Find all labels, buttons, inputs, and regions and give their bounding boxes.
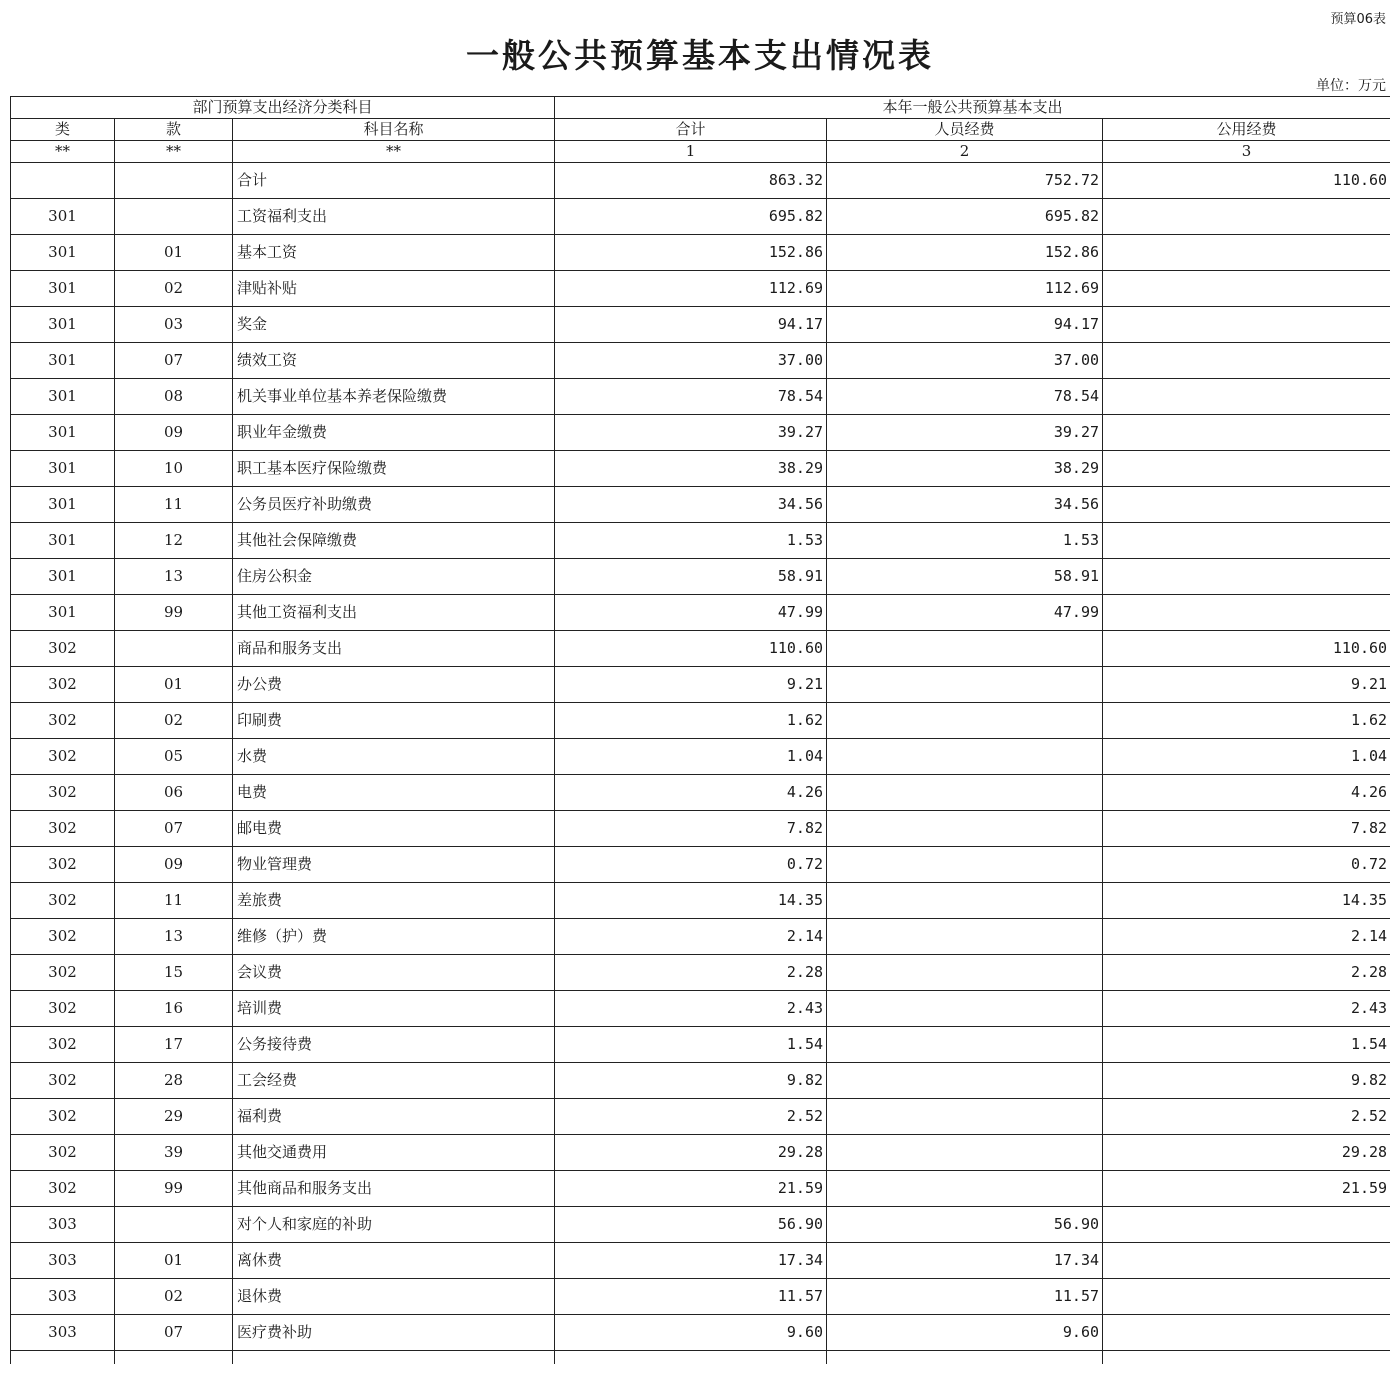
- table-row: [11, 847, 1391, 883]
- cell-subject-name: 机关事业单位基本养老保险缴费: [233, 379, 555, 415]
- cell-kuan: 07: [115, 1315, 233, 1351]
- cell-kuan: 01: [115, 1243, 233, 1279]
- cell-personnel: [827, 631, 1103, 667]
- cell-total: 1.54: [555, 1027, 827, 1063]
- cell-total: 110.60: [555, 631, 827, 667]
- cell-subject-name: 印刷费: [233, 703, 555, 739]
- header-lei: 类: [11, 119, 115, 141]
- cell-public: [1103, 271, 1390, 307]
- cell-subject-name: 工资福利支出: [233, 199, 555, 235]
- cell-total: 38.29: [555, 451, 827, 487]
- cell-kuan: 09: [115, 847, 233, 883]
- cell-public: 29.28: [1103, 1135, 1390, 1171]
- cell-public: 2.14: [1103, 919, 1390, 955]
- cell-kuan: [115, 199, 233, 235]
- cell-public: 7.82: [1103, 811, 1390, 847]
- cell-lei: 303: [11, 1279, 115, 1315]
- cell-empty: [827, 1351, 1103, 1365]
- cell-kuan: 39: [115, 1135, 233, 1171]
- cell-subject-name: 退休费: [233, 1279, 555, 1315]
- header-group-economic-class: 部门预算支出经济分类科目: [11, 97, 555, 119]
- header-kuan: 款: [115, 119, 233, 141]
- cell-public: 1.62: [1103, 703, 1390, 739]
- table-row: [11, 631, 1391, 667]
- table-row: [11, 163, 1391, 199]
- unit-label: 单位：万元: [1316, 78, 1386, 94]
- cell-public: 110.60: [1103, 163, 1390, 199]
- form-code: 预算06表: [1330, 12, 1386, 27]
- cell-kuan: 28: [115, 1063, 233, 1099]
- cell-kuan: 13: [115, 559, 233, 595]
- cell-personnel: 47.99: [827, 595, 1103, 631]
- cell-total: 58.91: [555, 559, 827, 595]
- cell-subject-name: 其他工资福利支出: [233, 595, 555, 631]
- table-row: [11, 1243, 1391, 1279]
- cell-lei: 301: [11, 415, 115, 451]
- cell-kuan: 15: [115, 955, 233, 991]
- cell-kuan: [115, 163, 233, 199]
- cell-lei: 303: [11, 1243, 115, 1279]
- table-row: [11, 1135, 1391, 1171]
- cell-total: 11.57: [555, 1279, 827, 1315]
- cell-kuan: 01: [115, 235, 233, 271]
- cell-lei: 301: [11, 451, 115, 487]
- cell-total: 9.60: [555, 1315, 827, 1351]
- cell-public: [1103, 235, 1390, 271]
- table-row: [11, 379, 1391, 415]
- cell-kuan: 02: [115, 271, 233, 307]
- cell-total: 0.72: [555, 847, 827, 883]
- cell-subject-name: 对个人和家庭的补助: [233, 1207, 555, 1243]
- cell-kuan: 16: [115, 991, 233, 1027]
- cell-personnel: 11.57: [827, 1279, 1103, 1315]
- cell-lei: 302: [11, 703, 115, 739]
- table-body: [11, 163, 1391, 1365]
- cell-lei: 301: [11, 523, 115, 559]
- cell-subject-name: 培训费: [233, 991, 555, 1027]
- cell-kuan: 29: [115, 1099, 233, 1135]
- cell-public: [1103, 1243, 1390, 1279]
- cell-public: 4.26: [1103, 775, 1390, 811]
- cell-total: 152.86: [555, 235, 827, 271]
- cell-lei: 301: [11, 199, 115, 235]
- cell-total: 34.56: [555, 487, 827, 523]
- cell-subject-name: 住房公积金: [233, 559, 555, 595]
- code-total: 1: [555, 141, 827, 163]
- cell-subject-name: 其他交通费用: [233, 1135, 555, 1171]
- cell-kuan: 11: [115, 487, 233, 523]
- cell-personnel: 752.72: [827, 163, 1103, 199]
- cell-lei: 302: [11, 1171, 115, 1207]
- cell-personnel: 34.56: [827, 487, 1103, 523]
- cell-subject-name: 维修（护）费: [233, 919, 555, 955]
- cell-total: 39.27: [555, 415, 827, 451]
- code-subject-name: **: [233, 141, 555, 163]
- cell-kuan: 99: [115, 1171, 233, 1207]
- cell-subject-name: 公务员医疗补助缴费: [233, 487, 555, 523]
- cell-empty: [1103, 1351, 1390, 1365]
- cell-lei: 302: [11, 991, 115, 1027]
- cell-personnel: 17.34: [827, 1243, 1103, 1279]
- cell-subject-name: 工会经费: [233, 1063, 555, 1099]
- cell-lei: 302: [11, 1027, 115, 1063]
- code-public: 3: [1103, 141, 1390, 163]
- cell-kuan: 01: [115, 667, 233, 703]
- code-personnel: 2: [827, 141, 1103, 163]
- cell-kuan: [115, 1207, 233, 1243]
- cell-personnel: [827, 775, 1103, 811]
- cell-empty: [233, 1351, 555, 1365]
- cell-public: 1.54: [1103, 1027, 1390, 1063]
- cell-subject-name: 奖金: [233, 307, 555, 343]
- table-row: [11, 595, 1391, 631]
- cell-lei: 302: [11, 955, 115, 991]
- cell-total: 2.43: [555, 991, 827, 1027]
- cell-kuan: 17: [115, 1027, 233, 1063]
- cell-kuan: 12: [115, 523, 233, 559]
- cell-empty: [555, 1351, 827, 1365]
- cell-subject-name: 邮电费: [233, 811, 555, 847]
- cell-subject-name: 会议费: [233, 955, 555, 991]
- cell-public: 14.35: [1103, 883, 1390, 919]
- table-row: [11, 199, 1391, 235]
- cell-lei: 302: [11, 1135, 115, 1171]
- table-row: [11, 1171, 1391, 1207]
- cell-public: [1103, 415, 1390, 451]
- cell-total: 94.17: [555, 307, 827, 343]
- cell-personnel: 56.90: [827, 1207, 1103, 1243]
- table-row: [11, 307, 1391, 343]
- cell-personnel: 94.17: [827, 307, 1103, 343]
- cell-public: 110.60: [1103, 631, 1390, 667]
- cell-subject-name: 离休费: [233, 1243, 555, 1279]
- cell-total: 695.82: [555, 199, 827, 235]
- cell-lei: 301: [11, 235, 115, 271]
- cell-lei: 301: [11, 595, 115, 631]
- table-row: [11, 811, 1391, 847]
- cell-personnel: 58.91: [827, 559, 1103, 595]
- budget-table: [10, 96, 1390, 1364]
- cell-kuan: 08: [115, 379, 233, 415]
- cell-public: [1103, 595, 1390, 631]
- cell-total: 9.21: [555, 667, 827, 703]
- cell-subject-name: 医疗费补助: [233, 1315, 555, 1351]
- cell-lei: 301: [11, 343, 115, 379]
- cell-personnel: [827, 1099, 1103, 1135]
- cell-public: 2.43: [1103, 991, 1390, 1027]
- cell-lei: 302: [11, 847, 115, 883]
- cell-personnel: [827, 1063, 1103, 1099]
- cell-public: [1103, 199, 1390, 235]
- cell-personnel: [827, 847, 1103, 883]
- table-row: [11, 883, 1391, 919]
- cell-subject-name: 合计: [233, 163, 555, 199]
- header-group-basic-expenditure: 本年一般公共预算基本支出: [555, 97, 1390, 119]
- cell-total: 37.00: [555, 343, 827, 379]
- table-row: [11, 667, 1391, 703]
- page-title: 一般公共预算基本支出情况表: [466, 36, 934, 75]
- cell-total: 9.82: [555, 1063, 827, 1099]
- cell-personnel: 37.00: [827, 343, 1103, 379]
- cell-public: [1103, 487, 1390, 523]
- cell-personnel: 152.86: [827, 235, 1103, 271]
- cell-subject-name: 差旅费: [233, 883, 555, 919]
- cell-public: 21.59: [1103, 1171, 1390, 1207]
- table-row: [11, 523, 1391, 559]
- table-row: [11, 739, 1391, 775]
- table-row: [11, 1027, 1391, 1063]
- cell-kuan: 11: [115, 883, 233, 919]
- cell-lei: 301: [11, 271, 115, 307]
- cell-personnel: 39.27: [827, 415, 1103, 451]
- cell-total: 29.28: [555, 1135, 827, 1171]
- cell-personnel: [827, 703, 1103, 739]
- cell-kuan: 07: [115, 811, 233, 847]
- cell-kuan: 13: [115, 919, 233, 955]
- table-row: [11, 1279, 1391, 1315]
- cell-total: 1.53: [555, 523, 827, 559]
- cell-public: 1.04: [1103, 739, 1390, 775]
- cell-lei: 302: [11, 667, 115, 703]
- cell-empty: [115, 1351, 233, 1365]
- cell-kuan: 02: [115, 1279, 233, 1315]
- cell-lei: 302: [11, 1063, 115, 1099]
- cell-kuan: [115, 631, 233, 667]
- cell-public: [1103, 523, 1390, 559]
- cell-public: 0.72: [1103, 847, 1390, 883]
- table-row: [11, 1063, 1391, 1099]
- table-row: [11, 271, 1391, 307]
- cell-lei: 303: [11, 1207, 115, 1243]
- cell-public: [1103, 1207, 1390, 1243]
- cell-public: 2.52: [1103, 1099, 1390, 1135]
- cell-subject-name: 其他社会保障缴费: [233, 523, 555, 559]
- cell-kuan: 02: [115, 703, 233, 739]
- cell-lei: 301: [11, 487, 115, 523]
- cell-kuan: 03: [115, 307, 233, 343]
- cell-personnel: [827, 919, 1103, 955]
- table-header: [11, 97, 1391, 163]
- cell-personnel: 78.54: [827, 379, 1103, 415]
- cell-personnel: 9.60: [827, 1315, 1103, 1351]
- cell-total: 1.62: [555, 703, 827, 739]
- cell-public: [1103, 343, 1390, 379]
- table-row: [11, 1207, 1391, 1243]
- cell-personnel: [827, 955, 1103, 991]
- cell-subject-name: 公务接待费: [233, 1027, 555, 1063]
- table-row: [11, 343, 1391, 379]
- budget-table-container: [10, 96, 1390, 1364]
- cell-subject-name: 职业年金缴费: [233, 415, 555, 451]
- table-row: [11, 451, 1391, 487]
- cell-empty: [11, 1351, 115, 1365]
- cell-lei: 302: [11, 1099, 115, 1135]
- cell-total: 863.32: [555, 163, 827, 199]
- cell-total: 14.35: [555, 883, 827, 919]
- cell-total: 78.54: [555, 379, 827, 415]
- header-total: 合计: [555, 119, 827, 141]
- cell-total: 2.28: [555, 955, 827, 991]
- cell-lei: 301: [11, 307, 115, 343]
- cell-subject-name: 津贴补贴: [233, 271, 555, 307]
- table-row: [11, 991, 1391, 1027]
- table-row-partial: [11, 1351, 1391, 1365]
- cell-kuan: 07: [115, 343, 233, 379]
- cell-total: 112.69: [555, 271, 827, 307]
- header-public: 公用经费: [1103, 119, 1390, 141]
- cell-total: 21.59: [555, 1171, 827, 1207]
- cell-lei: 302: [11, 919, 115, 955]
- cell-kuan: 05: [115, 739, 233, 775]
- cell-subject-name: 其他商品和服务支出: [233, 1171, 555, 1207]
- cell-total: 47.99: [555, 595, 827, 631]
- cell-lei: 303: [11, 1315, 115, 1351]
- cell-subject-name: 办公费: [233, 667, 555, 703]
- cell-subject-name: 电费: [233, 775, 555, 811]
- cell-total: 4.26: [555, 775, 827, 811]
- cell-subject-name: 福利费: [233, 1099, 555, 1135]
- cell-total: 56.90: [555, 1207, 827, 1243]
- header-subject-name: 科目名称: [233, 119, 555, 141]
- cell-total: 17.34: [555, 1243, 827, 1279]
- cell-total: 1.04: [555, 739, 827, 775]
- cell-lei: 302: [11, 631, 115, 667]
- cell-personnel: [827, 991, 1103, 1027]
- cell-subject-name: 绩效工资: [233, 343, 555, 379]
- table-row: [11, 1315, 1391, 1351]
- table-row: [11, 775, 1391, 811]
- cell-personnel: 38.29: [827, 451, 1103, 487]
- cell-subject-name: 物业管理费: [233, 847, 555, 883]
- cell-subject-name: 商品和服务支出: [233, 631, 555, 667]
- cell-public: 2.28: [1103, 955, 1390, 991]
- cell-lei: 301: [11, 559, 115, 595]
- cell-public: 9.82: [1103, 1063, 1390, 1099]
- cell-subject-name: 水费: [233, 739, 555, 775]
- cell-kuan: 10: [115, 451, 233, 487]
- cell-public: [1103, 1279, 1390, 1315]
- cell-public: [1103, 559, 1390, 595]
- header-personnel: 人员经费: [827, 119, 1103, 141]
- table-row: [11, 415, 1391, 451]
- cell-lei: 302: [11, 883, 115, 919]
- cell-personnel: [827, 1171, 1103, 1207]
- cell-public: [1103, 307, 1390, 343]
- cell-kuan: 06: [115, 775, 233, 811]
- cell-lei: [11, 163, 115, 199]
- cell-personnel: [827, 667, 1103, 703]
- cell-total: 2.52: [555, 1099, 827, 1135]
- cell-personnel: [827, 811, 1103, 847]
- cell-personnel: [827, 1027, 1103, 1063]
- table-row: [11, 235, 1391, 271]
- cell-public: 9.21: [1103, 667, 1390, 703]
- cell-kuan: 09: [115, 415, 233, 451]
- cell-personnel: [827, 883, 1103, 919]
- cell-lei: 301: [11, 379, 115, 415]
- cell-lei: 302: [11, 775, 115, 811]
- cell-subject-name: 职工基本医疗保险缴费: [233, 451, 555, 487]
- table-row: [11, 955, 1391, 991]
- cell-lei: 302: [11, 739, 115, 775]
- cell-personnel: [827, 1135, 1103, 1171]
- table-row: [11, 919, 1391, 955]
- cell-total: 2.14: [555, 919, 827, 955]
- cell-public: [1103, 379, 1390, 415]
- cell-public: [1103, 1315, 1390, 1351]
- cell-total: 7.82: [555, 811, 827, 847]
- cell-public: [1103, 451, 1390, 487]
- table-row: [11, 703, 1391, 739]
- table-row: [11, 1099, 1391, 1135]
- cell-personnel: 695.82: [827, 199, 1103, 235]
- code-kuan: **: [115, 141, 233, 163]
- cell-personnel: 112.69: [827, 271, 1103, 307]
- cell-subject-name: 基本工资: [233, 235, 555, 271]
- cell-kuan: 99: [115, 595, 233, 631]
- table-row: [11, 487, 1391, 523]
- table-row: [11, 559, 1391, 595]
- cell-lei: 302: [11, 811, 115, 847]
- cell-personnel: 1.53: [827, 523, 1103, 559]
- cell-personnel: [827, 739, 1103, 775]
- code-lei: **: [11, 141, 115, 163]
